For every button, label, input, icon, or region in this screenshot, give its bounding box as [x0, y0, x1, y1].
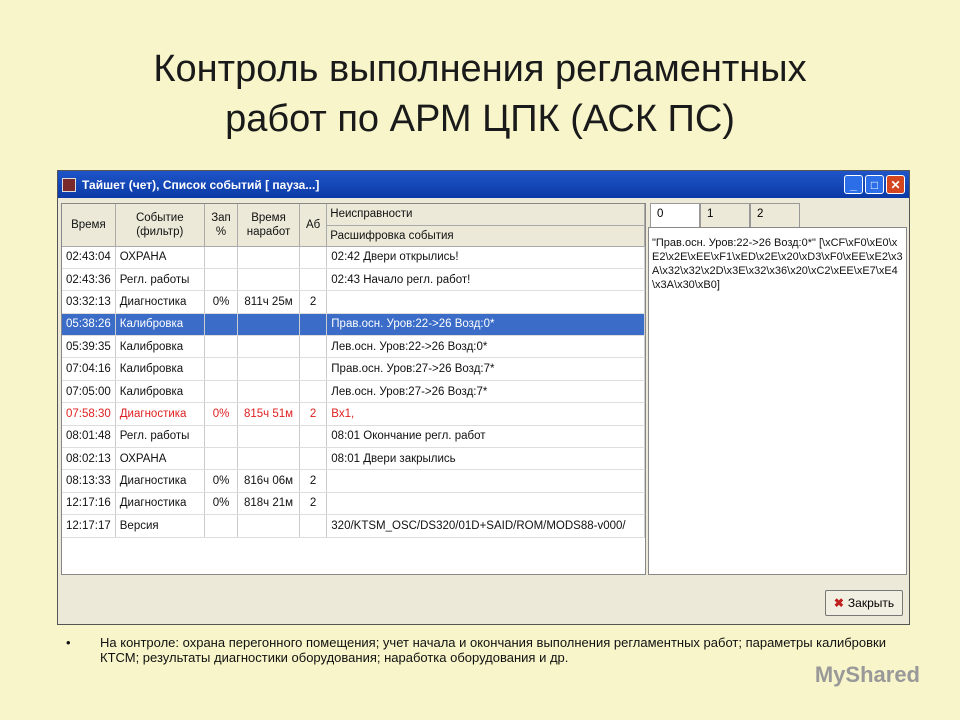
col-nar-header[interactable]: Время наработ	[238, 204, 300, 246]
window-close-button[interactable]: ✕	[886, 175, 905, 194]
table-cell-zap	[204, 448, 237, 470]
table-cell-zap	[204, 425, 237, 447]
table-cell-event: Калибровка	[115, 358, 204, 380]
table-cell-ab	[299, 380, 326, 402]
table-cell-nar: 816ч 06м	[238, 470, 300, 492]
table-cell-zap	[204, 380, 237, 402]
table-cell-ab: 2	[299, 470, 326, 492]
table-cell-event: Регл. работы	[115, 268, 204, 290]
close-icon: ✖	[833, 596, 844, 610]
table-cell-event: Версия	[115, 515, 204, 537]
table-cell-zap	[204, 358, 237, 380]
table-row[interactable]	[62, 448, 645, 470]
table-cell-zap	[204, 313, 237, 335]
watermark-logo: MyShared	[814, 662, 920, 687]
table-cell-event: Диагностика	[115, 492, 204, 514]
table-cell-ab	[299, 425, 326, 447]
table-cell-nar	[238, 515, 300, 537]
bullet-dot: •	[66, 635, 71, 650]
maximize-button[interactable]: □	[865, 175, 884, 194]
table-cell-nar	[238, 380, 300, 402]
table-cell-event: Диагностика	[115, 403, 204, 425]
table-cell-time: 02:43:04	[62, 246, 115, 268]
table-cell-event: ОХРАНА	[115, 246, 204, 268]
bullet-note	[66, 635, 916, 665]
table-cell-nar: 815ч 51м	[238, 403, 300, 425]
minimize-button[interactable]: _	[844, 175, 863, 194]
table-cell-desc: 320/KTSM_OSC/DS320/01D+SAID/ROM/MODS88-v000/	[327, 515, 645, 537]
detail-panel	[648, 203, 907, 575]
slide-title	[0, 44, 960, 144]
table-cell-desc: 08:01 Двери закрылись	[327, 448, 645, 470]
table-cell-zap: 0%	[204, 291, 237, 313]
table-cell-desc: Лев.осн. Уров:27->26 Возд:7*	[327, 380, 645, 402]
detail-tabs	[648, 203, 907, 227]
window-titlebar[interactable]	[58, 171, 909, 198]
table-cell-time: 12:17:17	[62, 515, 115, 537]
app-icon	[62, 178, 76, 192]
bullet-text: На контроле: охрана перегонного помещения; учет начала и окончания выполнения регламентных работ; параметры калибровки КТСМ; результаты диагностики оборудования; наработка оборудования и др.	[100, 635, 886, 665]
table-cell-nar: 818ч 21м	[238, 492, 300, 514]
col-ab-header[interactable]: Аб	[299, 204, 326, 246]
close-dialog-button[interactable]	[825, 590, 903, 616]
table-cell-time: 02:43:36	[62, 268, 115, 290]
table-cell-zap	[204, 336, 237, 358]
table-cell-time: 05:39:35	[62, 336, 115, 358]
table-row[interactable]	[62, 403, 645, 425]
table-cell-ab: 2	[299, 291, 326, 313]
col-faults-header[interactable]: Неисправности	[327, 204, 645, 225]
table-cell-nar	[238, 336, 300, 358]
table-cell-ab	[299, 358, 326, 380]
table-cell-event: Диагностика	[115, 291, 204, 313]
table-cell-ab	[299, 246, 326, 268]
table-cell-desc	[327, 291, 645, 313]
table-cell-time: 03:32:13	[62, 291, 115, 313]
col-time-header[interactable]: Время	[62, 204, 115, 246]
table-cell-zap: 0%	[204, 470, 237, 492]
col-event-header[interactable]: Событие (фильтр)	[115, 204, 204, 246]
table-cell-nar	[238, 358, 300, 380]
table-row[interactable]	[62, 425, 645, 447]
table-cell-zap: 0%	[204, 492, 237, 514]
table-cell-zap	[204, 515, 237, 537]
table-cell-time: 12:17:16	[62, 492, 115, 514]
tab-2[interactable]: 2	[750, 203, 800, 227]
table-cell-desc	[327, 470, 645, 492]
table-cell-desc: Прав.осн. Уров:22->26 Возд:0*	[327, 313, 645, 335]
table-cell-event: Калибровка	[115, 380, 204, 402]
table-cell-nar	[238, 246, 300, 268]
table-row[interactable]	[62, 246, 645, 268]
col-decode-header[interactable]: Расшифровка события	[327, 225, 645, 246]
table-cell-event: Диагностика	[115, 470, 204, 492]
table-cell-desc: 02:42 Двери открылись!	[327, 246, 645, 268]
events-window	[57, 170, 910, 625]
events-table	[62, 204, 645, 538]
table-cell-desc: Прав.осн. Уров:27->26 Возд:7*	[327, 358, 645, 380]
table-row[interactable]	[62, 291, 645, 313]
slide-title-line1: Контроль выполнения регламентных	[153, 48, 807, 90]
table-cell-ab	[299, 268, 326, 290]
table-cell-time: 05:38:26	[62, 313, 115, 335]
table-cell-desc: 08:01 Окончание регл. работ	[327, 425, 645, 447]
table-row[interactable]	[62, 268, 645, 290]
tab-1[interactable]: 1	[700, 203, 750, 227]
table-row[interactable]	[62, 470, 645, 492]
table-cell-zap	[204, 246, 237, 268]
table-cell-event: Калибровка	[115, 313, 204, 335]
table-row[interactable]	[62, 515, 645, 537]
table-row[interactable]	[62, 336, 645, 358]
table-cell-ab	[299, 313, 326, 335]
table-cell-time: 08:02:13	[62, 448, 115, 470]
table-cell-time: 07:04:16	[62, 358, 115, 380]
table-cell-time: 07:58:30	[62, 403, 115, 425]
table-cell-nar: 811ч 25м	[238, 291, 300, 313]
events-table-area[interactable]	[61, 203, 646, 575]
table-cell-zap	[204, 268, 237, 290]
tab-0[interactable]: 0	[650, 203, 700, 227]
table-row[interactable]	[62, 313, 645, 335]
table-cell-time: 08:01:48	[62, 425, 115, 447]
slide-title-line2: работ по АРМ ЦПК (АСК ПС)	[225, 98, 735, 140]
table-cell-event: Регл. работы	[115, 425, 204, 447]
table-cell-ab	[299, 515, 326, 537]
table-cell-event: Калибровка	[115, 336, 204, 358]
table-cell-time: 07:05:00	[62, 380, 115, 402]
table-cell-nar	[238, 313, 300, 335]
table-cell-desc	[327, 492, 645, 514]
table-cell-time: 08:13:33	[62, 470, 115, 492]
table-cell-ab: 2	[299, 492, 326, 514]
table-row[interactable]	[62, 492, 645, 514]
table-cell-nar	[238, 268, 300, 290]
table-cell-desc: 02:43 Начало регл. работ!	[327, 268, 645, 290]
table-cell-nar	[238, 448, 300, 470]
table-cell-ab: 2	[299, 403, 326, 425]
close-button-label: Закрыть	[847, 596, 895, 610]
table-cell-ab	[299, 336, 326, 358]
table-cell-ab	[299, 448, 326, 470]
window-title: Тайшет (чет), Список событий [ пауза...]	[82, 177, 320, 192]
table-cell-nar	[238, 425, 300, 447]
col-zap-header[interactable]: Зап %	[204, 204, 237, 246]
table-cell-desc: Лев.осн. Уров:22->26 Возд:0*	[327, 336, 645, 358]
table-cell-desc: Вх1,	[327, 403, 645, 425]
table-row[interactable]	[62, 358, 645, 380]
table-cell-zap: 0%	[204, 403, 237, 425]
window-footer	[61, 578, 907, 622]
table-row[interactable]	[62, 380, 645, 402]
detail-content: "Прав.осн. Уров:22->26 Возд:0*" [\xCF\xF0\xE0\xE2\x2E\xEE\xF1\xED\x2E\x20\xD3\xF0\xEE\xE2\x3A\x32\x32\x2D\x3E\x32\x36\x20\xC2\xEE\xE7\xE4\x3A\x30\xB0]	[648, 227, 907, 575]
table-cell-event: ОХРАНА	[115, 448, 204, 470]
